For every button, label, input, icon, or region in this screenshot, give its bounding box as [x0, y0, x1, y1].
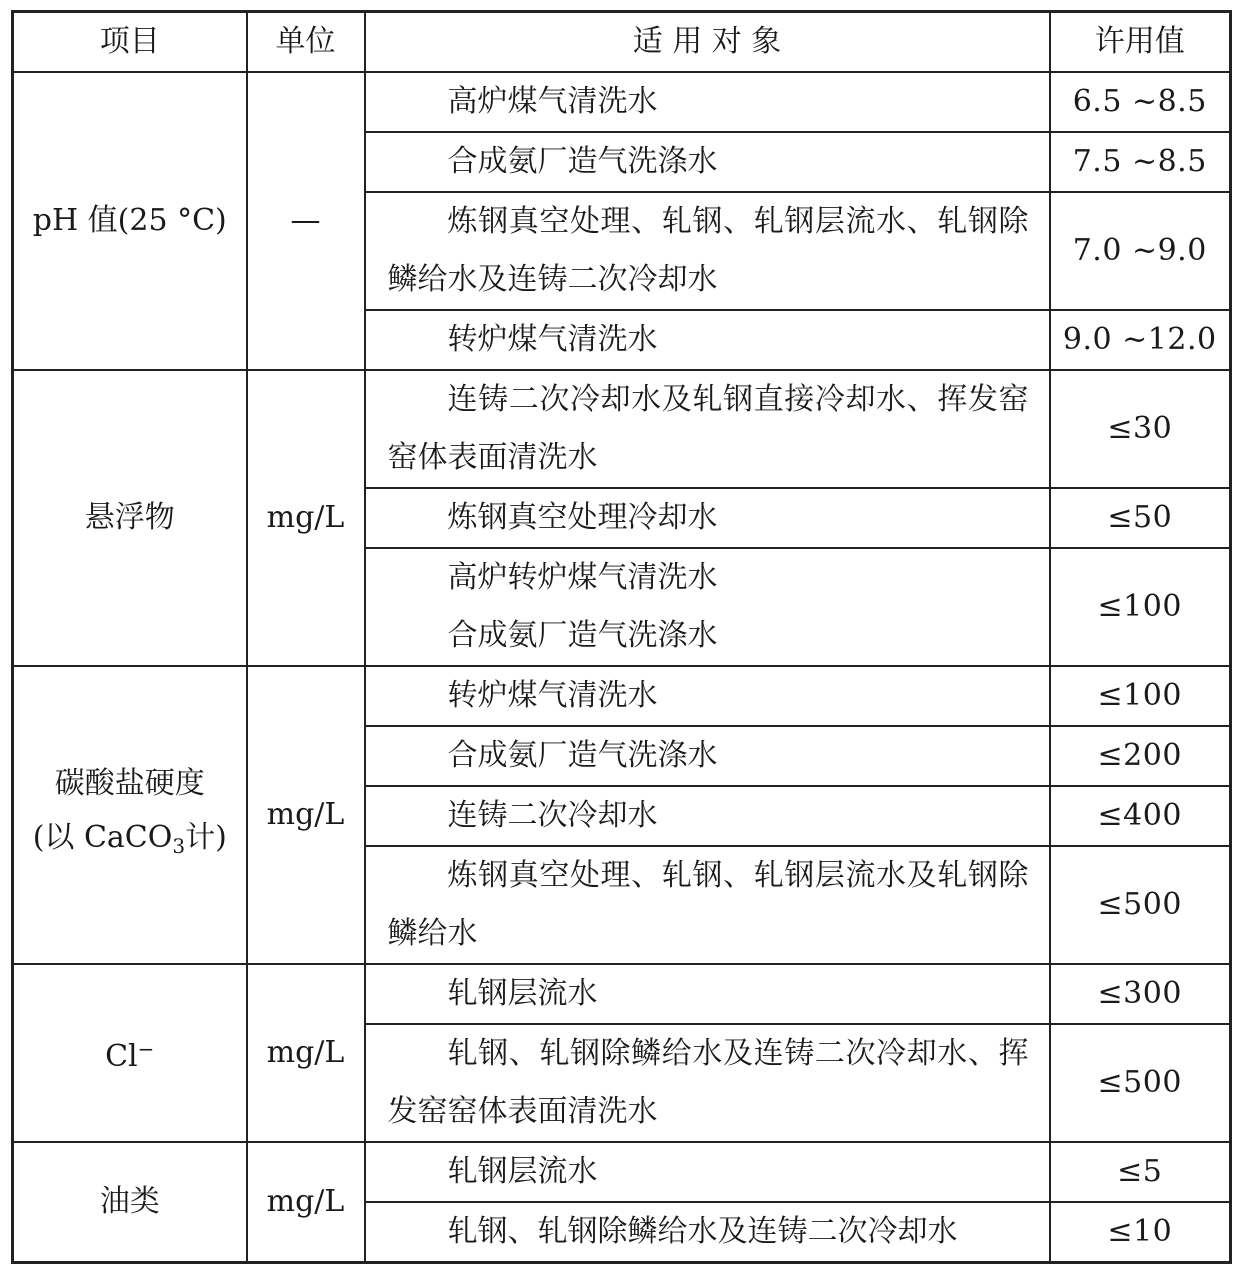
unit-cell: mg/L [247, 370, 365, 666]
unit-cell: mg/L [247, 964, 365, 1142]
value-cell: ≤100 [1050, 666, 1231, 726]
value-cell: ≤50 [1050, 488, 1231, 548]
unit-cell: — [247, 72, 365, 370]
unit-cell: mg/L [247, 1142, 365, 1263]
value-cell: ≤5 [1050, 1142, 1231, 1202]
table-row [13, 72, 1231, 132]
object-cell: 转炉煤气清洗水 [365, 310, 1050, 370]
header-item: 项目 [13, 12, 247, 73]
object-cell: 高炉煤气清洗水 [365, 72, 1050, 132]
object-cell: 炼钢真空处理、轧钢、轧钢层流水及轧钢除鳞给水 [365, 846, 1050, 964]
water-quality-table [11, 10, 1232, 1264]
value-cell: ≤100 [1050, 548, 1231, 666]
object-cell: 合成氨厂造气洗涤水 [365, 726, 1050, 786]
object-cell: 炼钢真空处理冷却水 [365, 488, 1050, 548]
object-cell: 转炉煤气清洗水 [365, 666, 1050, 726]
value-cell: ≤500 [1050, 846, 1231, 964]
value-cell: 7.5 ~8.5 [1050, 132, 1231, 192]
item-line: 碳酸盐硬度 [54, 766, 205, 801]
header-unit: 单位 [247, 12, 365, 73]
item-cell: Cl− [13, 964, 247, 1142]
object-line: 高炉转炉煤气清洗水 [447, 560, 718, 595]
value-cell: ≤400 [1050, 786, 1231, 846]
object-cell: 轧钢、轧钢除鳞给水及连铸二次冷却水 [365, 1202, 1050, 1263]
table-row [13, 964, 1231, 1024]
unit-cell: mg/L [247, 666, 365, 964]
item-cell [13, 666, 247, 964]
value-cell: ≤300 [1050, 964, 1231, 1024]
item-cell: 悬浮物 [13, 370, 247, 666]
value-cell: ≤500 [1050, 1024, 1231, 1142]
object-cell: 连铸二次冷却水 [365, 786, 1050, 846]
table-row [13, 666, 1231, 726]
value-cell: ≤200 [1050, 726, 1231, 786]
table-row [13, 370, 1231, 488]
header-object: 适 用 对 象 [365, 12, 1050, 73]
header-row [13, 12, 1231, 73]
table-row [13, 1142, 1231, 1202]
value-cell: ≤30 [1050, 370, 1231, 488]
item-cell: 油类 [13, 1142, 247, 1263]
value-cell: 7.0 ~9.0 [1050, 192, 1231, 310]
item-line: (以 CaCO$_3$计) [32, 820, 227, 858]
value-cell: 6.5 ~8.5 [1050, 72, 1231, 132]
object-cell: 轧钢层流水 [365, 1142, 1050, 1202]
header-value: 许用值 [1050, 12, 1231, 73]
object-cell [365, 548, 1050, 666]
object-cell: 合成氨厂造气洗涤水 [365, 132, 1050, 192]
item-cell: pH 值(25 °C) [13, 72, 247, 370]
object-cell: 连铸二次冷却水及轧钢直接冷却水、挥发窑窑体表面清洗水 [365, 370, 1050, 488]
object-cell: 炼钢真空处理、轧钢、轧钢层流水、轧钢除鳞给水及连铸二次冷却水 [365, 192, 1050, 310]
object-line: 合成氨厂造气洗涤水 [447, 618, 718, 653]
object-cell: 轧钢、轧钢除鳞给水及连铸二次冷却水、挥发窑窑体表面清洗水 [365, 1024, 1050, 1142]
superscript: − [137, 1037, 155, 1061]
subscript: 3 [172, 834, 186, 858]
object-cell: 轧钢层流水 [365, 964, 1050, 1024]
value-cell: 9.0 ~12.0 [1050, 310, 1231, 370]
value-cell: ≤10 [1050, 1202, 1231, 1263]
